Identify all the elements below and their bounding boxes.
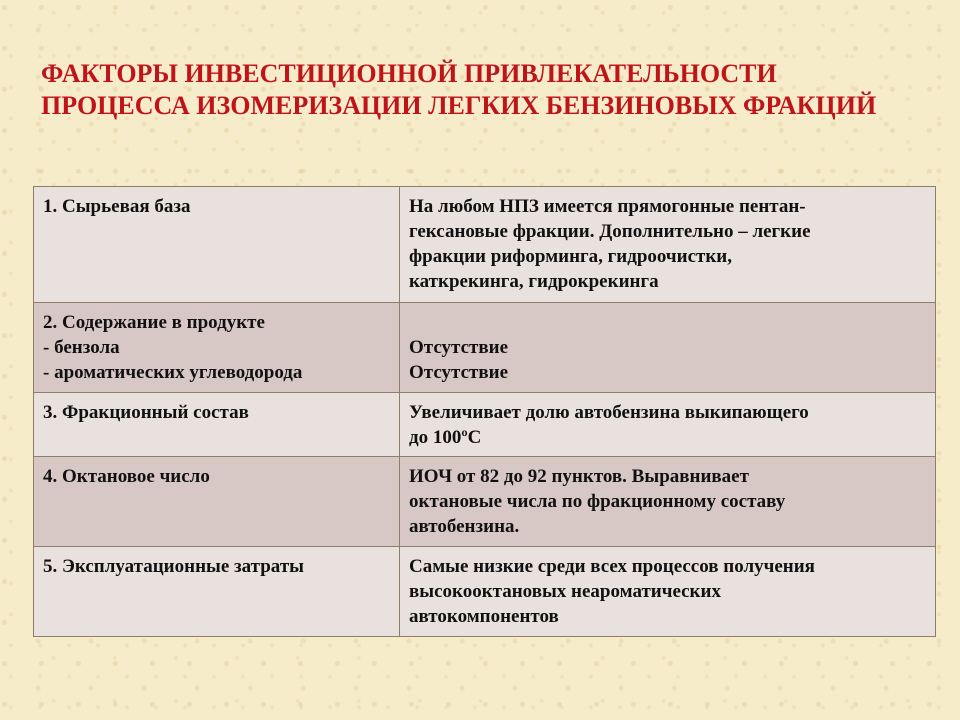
table-row [34, 547, 936, 637]
description-cell [400, 457, 936, 547]
factor-text: 2. Содержание в продукте [43, 312, 265, 333]
description-text: до 100ºС [409, 427, 482, 448]
description-text: автокомпонентов [409, 606, 559, 627]
description-text: ИОЧ от 82 до 92 пунктов. Выравнивает [409, 466, 749, 487]
description-text: фракции риформинга, гидроочистки, [409, 246, 732, 267]
factor-text: - бензола [43, 337, 120, 358]
description-text: каткрекинга, гидрокрекинга [409, 271, 659, 292]
description-cell [400, 303, 936, 393]
table-row [34, 303, 936, 393]
slide-title-line-2: ПРОЦЕССА ИЗОМЕРИЗАЦИИ ЛЕГКИХ БЕНЗИНОВЫХ ФРАКЦИЙ [41, 91, 877, 120]
factor-cell [34, 303, 400, 393]
factor-cell [34, 457, 400, 547]
description-text: Самые низкие среди всех процессов получения [409, 556, 815, 577]
description-text: Отсутствие [409, 337, 508, 358]
description-text: Отсутствие [409, 362, 508, 383]
factor-text: 3. Фракционный состав [43, 402, 249, 423]
table-row [34, 393, 936, 457]
factor-text: 4. Октановое число [43, 466, 210, 487]
description-text: На любом НПЗ имеется прямогонные пентан- [409, 196, 806, 217]
factor-cell [34, 187, 400, 303]
description-cell [400, 393, 936, 457]
description-text: автобензина. [409, 516, 520, 537]
slide-title-line-1: ФАКТОРЫ ИНВЕСТИЦИОННОЙ ПРИВЛЕКАТЕЛЬНОСТИ [41, 59, 777, 88]
factors-table [33, 186, 936, 637]
table-row [34, 457, 936, 547]
factor-text: 5. Эксплуатационные затраты [43, 556, 304, 577]
factor-cell [34, 393, 400, 457]
factor-text: 1. Сырьевая база [43, 196, 191, 217]
factor-text: - ароматических углеводорода [43, 362, 303, 383]
description-cell [400, 187, 936, 303]
description-text: гексановые фракции. Дополнительно – легкие [409, 221, 811, 242]
description-cell [400, 547, 936, 637]
factor-cell [34, 547, 400, 637]
slide-title [41, 58, 931, 122]
description-text: Увеличивает долю автобензина выкипающего [409, 402, 809, 423]
table-row [34, 187, 936, 303]
description-text: высокооктановых неароматических [409, 581, 721, 602]
description-text: октановые числа по фракционному составу [409, 491, 786, 512]
